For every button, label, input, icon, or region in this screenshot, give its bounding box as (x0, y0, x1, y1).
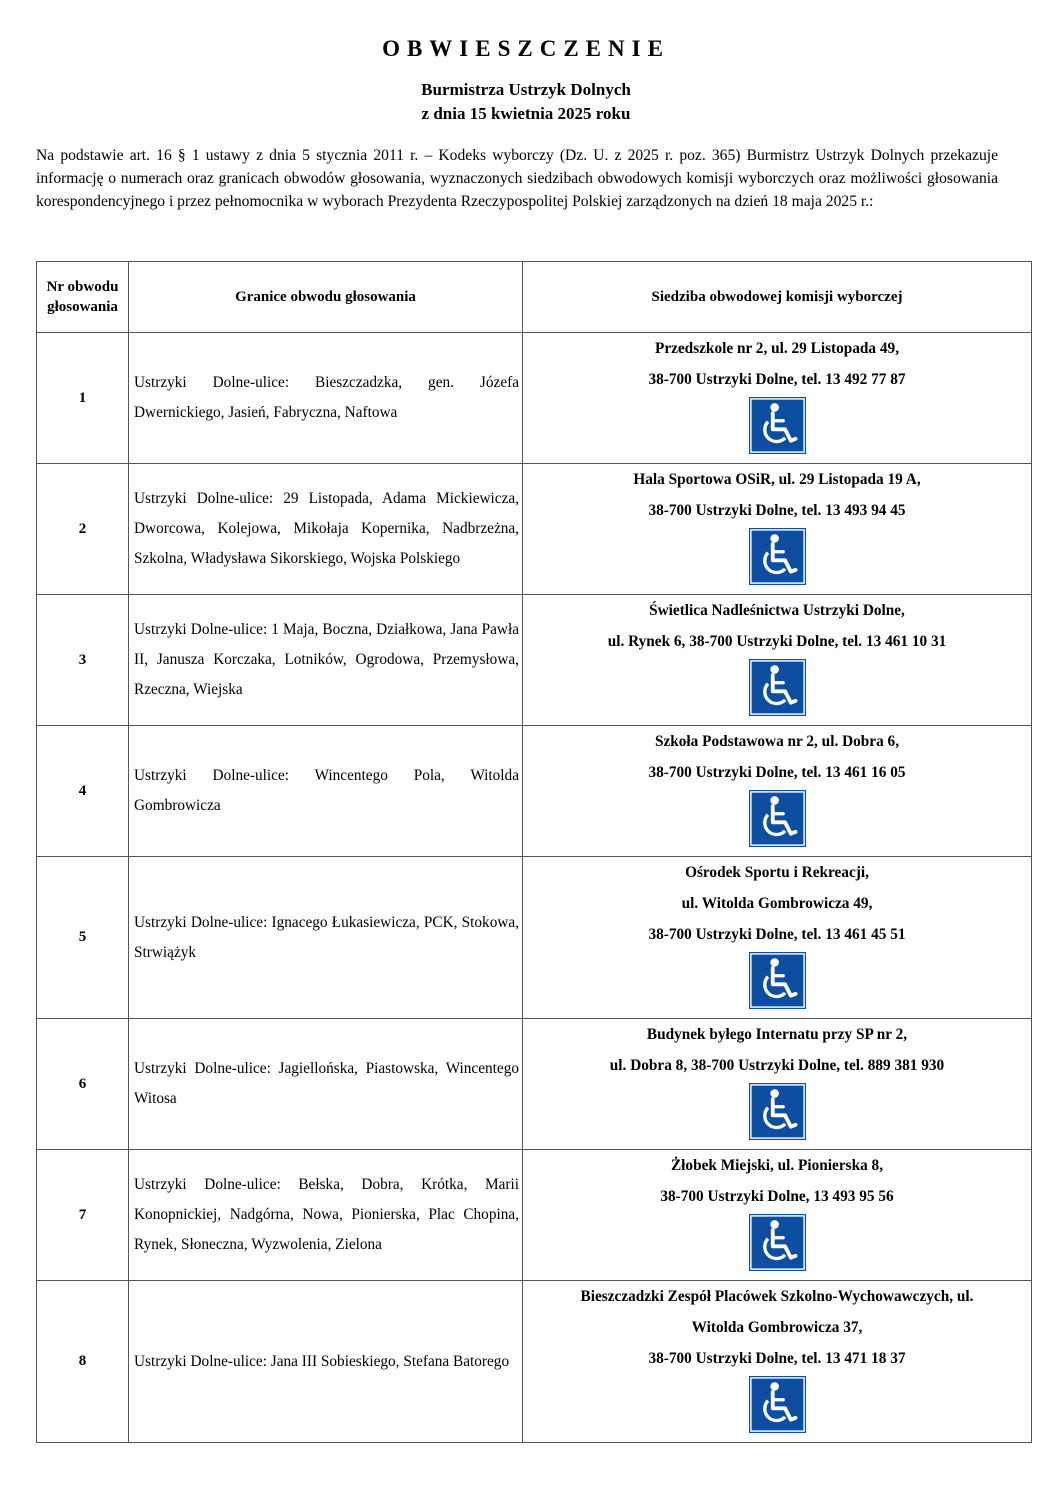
district-boundaries: Ustrzyki Dolne-ulice: Bieszczadzka, gen. Józefa Dwernickiego, Jasień, Fabryczna, Naftowa (129, 333, 523, 464)
district-number: 7 (37, 1150, 129, 1281)
commission-seat-line: Żłobek Miejski, ul. Pionierska 8, (670, 1157, 884, 1174)
header-district-number-line2: głosowania (47, 299, 118, 315)
district-boundaries: Ustrzyki Dolne-ulice: 1 Maja, Boczna, Działkowa, Jana Pawła II, Janusza Korczaka, Lotników, Ogrodowa, Przemysłowa, Rzeczna, Wiejska (129, 595, 523, 726)
table-row (37, 1150, 1032, 1281)
commission-seat (523, 857, 1032, 1019)
header-boundaries: Granice obwodu głosowania (129, 262, 523, 333)
commission-seat-line: Hala Sportowa OSiR, ul. 29 Listopada 19 A, (633, 471, 921, 488)
commission-seat-line: ul. Dobra 8, 38-700 Ustrzyki Dolne, tel. 889 381 930 (609, 1057, 945, 1074)
district-boundaries: Ustrzyki Dolne-ulice: Jagiellońska, Piastowska, Wincentego Witosa (129, 1019, 523, 1150)
district-number: 4 (37, 726, 129, 857)
commission-seat-line: ul. Witolda Gombrowicza 49, (681, 895, 873, 912)
commission-seat (523, 333, 1032, 464)
table-row (37, 1019, 1032, 1150)
wheelchair-accessible-icon (749, 1083, 806, 1140)
commission-seat-line: Przedszkole nr 2, ul. 29 Listopada 49, (654, 340, 900, 357)
document-title: OBWIESZCZENIE (382, 36, 670, 61)
table-row (37, 726, 1032, 857)
table-row (37, 333, 1032, 464)
commission-seat-line: Budynek byłego Internatu przy SP nr 2, (646, 1026, 908, 1043)
commission-seat-line: Ośrodek Sportu i Rekreacji, (685, 864, 869, 881)
header-district-number (37, 262, 129, 333)
commission-seat-line: 38-700 Ustrzyki Dolne, tel. 13 461 16 05 (648, 764, 906, 781)
date-line: z dnia 15 kwietnia 2025 roku (421, 104, 631, 123)
commission-seat-line: Świetlica Nadleśnictwa Ustrzyki Dolne, (649, 602, 905, 619)
commission-seat-line: 38-700 Ustrzyki Dolne, 13 493 95 56 (660, 1188, 894, 1205)
commission-seat (523, 1019, 1032, 1150)
table-header-row (37, 262, 1032, 333)
table-row (37, 595, 1032, 726)
table-row (37, 857, 1032, 1019)
district-boundaries: Ustrzyki Dolne-ulice: 29 Listopada, Adama Mickiewicza, Dworcowa, Kolejowa, Mikołaja Kopernika, Nadbrzeżna, Szkolna, Władysława Sikorskiego, Wojska Polskiego (129, 464, 523, 595)
commission-seat (523, 726, 1032, 857)
issuer-line: Burmistrza Ustrzyk Dolnych (421, 80, 631, 99)
district-boundaries: Ustrzyki Dolne-ulice: Ignacego Łukasiewicza, PCK, Stokowa, Strwiążyk (129, 857, 523, 1019)
district-number: 5 (37, 857, 129, 1019)
commission-seat-line: Witolda Gombrowicza 37, (691, 1319, 863, 1336)
commission-seat (523, 1150, 1032, 1281)
table-row (37, 1281, 1032, 1443)
wheelchair-accessible-icon (749, 1214, 806, 1271)
commission-seat (523, 1281, 1032, 1443)
commission-seat-line: 38-700 Ustrzyki Dolne, tel. 13 492 77 87 (648, 371, 906, 388)
commission-seat-line: Szkoła Podstawowa nr 2, ul. Dobra 6, (654, 733, 900, 750)
district-number: 3 (37, 595, 129, 726)
commission-seat-line: 38-700 Ustrzyki Dolne, tel. 13 471 18 37 (648, 1350, 906, 1367)
commission-seat-line: 38-700 Ustrzyki Dolne, tel. 13 461 45 51 (648, 926, 906, 943)
wheelchair-accessible-icon (749, 952, 806, 1009)
header-commission-seat: Siedziba obwodowej komisji wyborczej (523, 262, 1032, 333)
table-row (37, 464, 1032, 595)
header-district-number-line1: Nr obwodu (46, 279, 119, 295)
wheelchair-accessible-icon (749, 1376, 806, 1433)
district-number: 8 (37, 1281, 129, 1443)
commission-seat (523, 595, 1032, 726)
wheelchair-accessible-icon (749, 528, 806, 585)
commission-seat-line: ul. Rynek 6, 38-700 Ustrzyki Dolne, tel. 13 461 10 31 (607, 633, 947, 650)
district-number: 2 (37, 464, 129, 595)
commission-seat-line: Bieszczadzki Zespół Placówek Szkolno-Wychowawczych, ul. (580, 1288, 974, 1305)
commission-seat (523, 464, 1032, 595)
commission-seat-line: 38-700 Ustrzyki Dolne, tel. 13 493 94 45 (648, 502, 906, 519)
district-boundaries: Ustrzyki Dolne-ulice: Jana III Sobieskiego, Stefana Batorego (129, 1281, 523, 1443)
wheelchair-accessible-icon (749, 790, 806, 847)
district-boundaries: Ustrzyki Dolne-ulice: Bełska, Dobra, Krótka, Marii Konopnickiej, Nadgórna, Nowa, Pionierska, Plac Chopina, Rynek, Słoneczna, Wyzwolenia, Zielona (129, 1150, 523, 1281)
district-boundaries: Ustrzyki Dolne-ulice: Wincentego Pola, Witolda Gombrowicza (129, 726, 523, 857)
district-number: 6 (37, 1019, 129, 1150)
district-number: 1 (37, 333, 129, 464)
districts-table (36, 261, 1032, 1443)
wheelchair-accessible-icon (749, 659, 806, 716)
wheelchair-accessible-icon (749, 397, 806, 454)
intro-paragraph: Na podstawie art. 16 § 1 ustawy z dnia 5 stycznia 2011 r. – Kodeks wyborczy (Dz. U. z 2025 r. poz. 365) Burmistrz Ustrzyk Dolnych przekazuje informację o numerach oraz granicach obwodów głosowania, wyznaczonych siedzibach obwodowych komisji wyborczych oraz możliwości głosowania korespondencyjnego i przez pełnomocnika w wyborach Prezydenta Rzeczypospolitej Polskiej zarządzonych na dzień 18 maja 2025 r.: (36, 147, 998, 210)
